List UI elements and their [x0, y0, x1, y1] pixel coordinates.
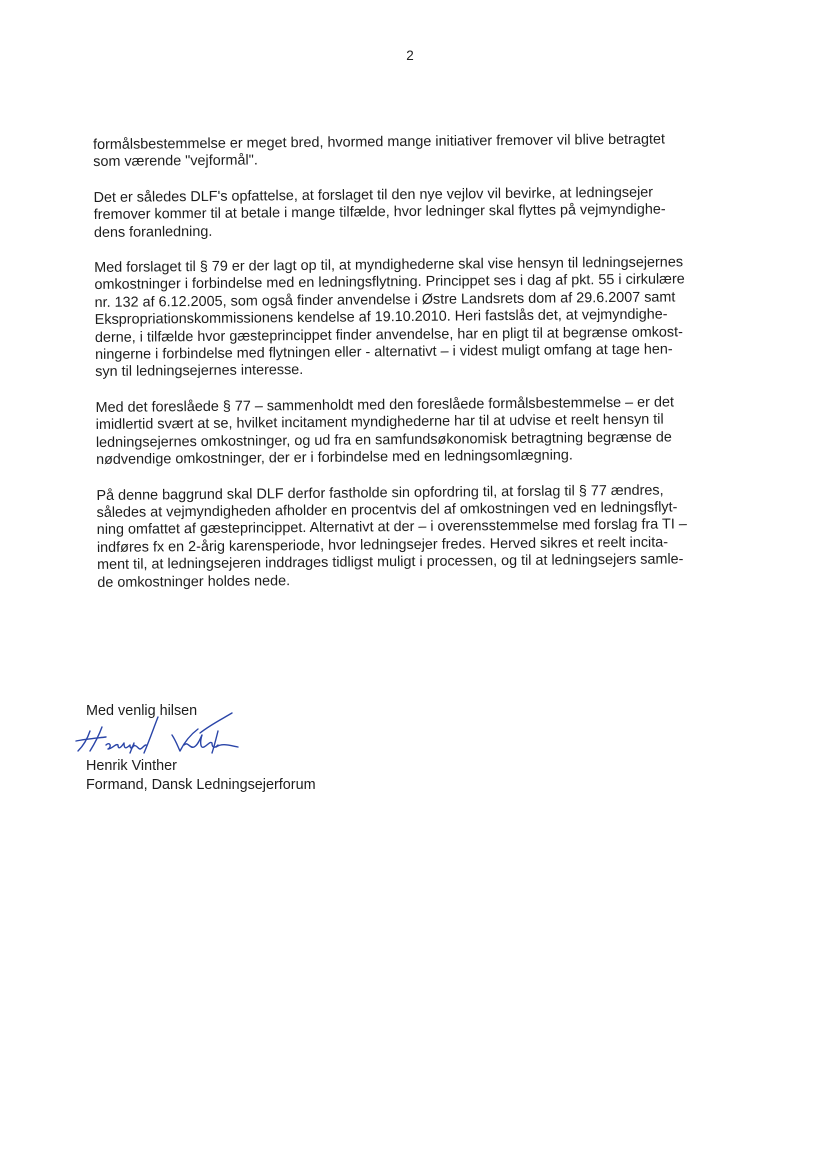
paragraph-recommendation [96, 482, 717, 592]
text-line: derne, i tilfælde hvor gæsteprincippet finder anvendelse, har en pligt til at begrænse omkost- [94, 324, 683, 346]
text-line: Det er således DLF's opfattelse, at forslaget til den nye vejlov vil bevirke, at ledningsejer [93, 184, 654, 206]
signatory-title: Formand, Dansk Ledningsejerforum [86, 777, 316, 793]
text-line: ment til, at ledningsejeren inddrages tidligst muligt i processen, og til at ledningsejers samle- [97, 551, 684, 574]
text-line: indføres fx en 2-årig karensperiode, hvor ledningsejer fredes. Herved sikres et reelt incita- [96, 534, 669, 556]
text-line: imidlertid svært at se, hvilket incitament myndighederne har til at udvise et reelt hensyn til [95, 411, 664, 434]
paragraph-purpose-clause [93, 131, 713, 172]
text-line: Med forslaget til § 79 er der lagt op til, at myndighederne skal vise hensyn til ledningsejernes [94, 254, 684, 277]
text-line: Med det foreslåede § 77 – sammenholdt med den foreslåede formålsbestemmelse – er det [95, 394, 675, 416]
handwritten-signature [72, 705, 242, 757]
text-line: dens foranledning. [93, 223, 213, 241]
text-line: Ekspropriationskommissionens kendelse af 19.10.2010. Heri fastslås det, at vejmyndighe- [94, 306, 668, 329]
text-line: således at vejmyndigheden afholder en procentvis del af omkostningen ved en ledningsflyt- [96, 499, 678, 521]
text-line: ning omfattet af gæsteprincippet. Alternativt at der – i overensstemmelse med forslag fra TI – [96, 516, 687, 539]
text-line: omkostninger i forbindelse med en ledningsflytning. Princippet ses i dag af pkt. 55 i cirkulære [94, 271, 685, 294]
text-line: de omkostninger holdes nede. [97, 572, 291, 591]
text-line: ledningsejernes omkostninger, og ud fra en samfundsøkonomisk betragtning begrænse de [95, 429, 672, 451]
text-line: syn til ledningsejernes interesse. [95, 362, 304, 381]
closing-greeting: Med venlig hilsen [86, 703, 198, 719]
text-line: nr. 132 af 6.12.2005, som også finder anvendelse i Østre Landsrets dom af 29.6.2007 samt [94, 289, 676, 311]
signature-block [86, 703, 406, 803]
paragraph-section-77 [96, 394, 717, 470]
text-line: fremover kommer til at betale i mange tilfælde, hvor ledninger skal flyttes på vejmyndighe- [93, 201, 666, 224]
text-line: formålsbestemmelse er meget bred, hvormed mange initiativer fremover vil blive betragtet [93, 131, 666, 153]
text-line: ningerne i forbindelse med flytningen eller - alternativt – i videst muligt omfang at tage hen- [95, 341, 673, 364]
signatory-name: Henrik Vinther [86, 758, 177, 774]
page-number: 2 [406, 48, 414, 63]
paragraph-section-79 [94, 254, 715, 382]
text-line: som værende "vejformål". [93, 152, 258, 171]
text-line: nødvendige omkostninger, der er i forbindelse med en ledningsomlægning. [96, 447, 573, 469]
text-line: På denne baggrund skal DLF derfor fastholde sin opfordring til, at forslag til § 77 ændres, [96, 482, 664, 504]
paragraph-dlf-opinion [94, 184, 714, 242]
letter-body [93, 131, 718, 610]
